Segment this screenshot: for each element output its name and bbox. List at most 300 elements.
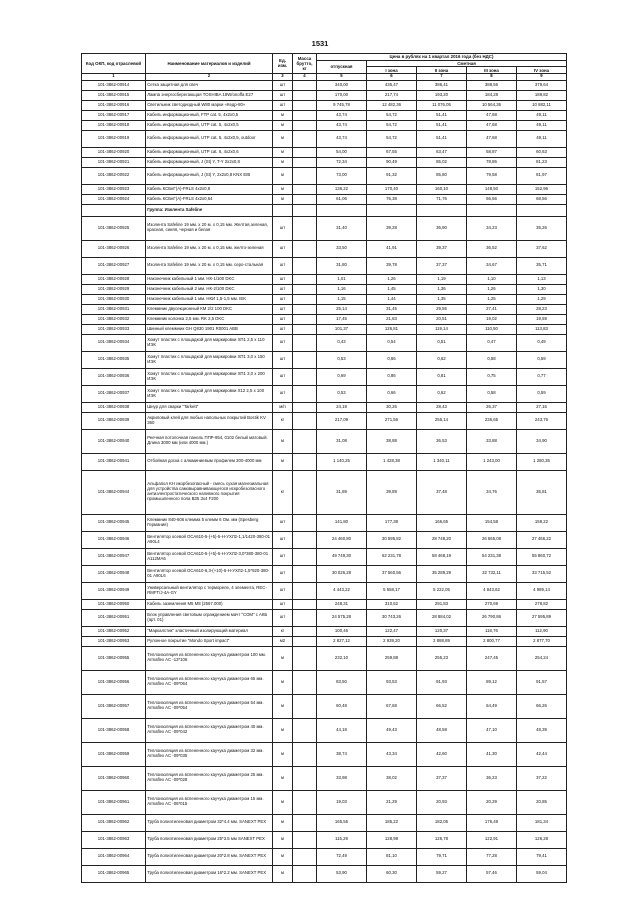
row-unit-cell: шт bbox=[273, 565, 293, 582]
row-zone-2-price-cell: 85,80 bbox=[417, 167, 467, 184]
table-row bbox=[82, 284, 567, 294]
row-zone-3-price-cell: 20,29 bbox=[467, 790, 517, 814]
row-code-cell: 101-3862-00916 bbox=[82, 100, 146, 110]
row-zone-3-price-cell: 89,12 bbox=[467, 670, 517, 694]
row-release-price-cell: 33,98 bbox=[317, 766, 367, 790]
row-zone-1-price-cell: 170,40 bbox=[367, 184, 417, 194]
row-name-cell: Труба полиэтиленовая диаметром 16*2.2 мм. SANEXT PEX bbox=[146, 865, 273, 882]
row-name-cell: Вентилятор осевой ОСА610-6,3-(+10)-5-Н-УХЛ2-1,5*920-380-01 А90L6 bbox=[146, 565, 273, 582]
row-zone-3-price-cell: 1,26 bbox=[467, 284, 517, 294]
row-zone-3-price-cell: 33,88 bbox=[467, 429, 517, 453]
table-row bbox=[82, 368, 567, 385]
row-name-cell: Универсальный вентилятор с термореле, 4 элемента, REC-RMFT/J-4A-GY bbox=[146, 582, 273, 599]
row-zone-1-price-cell: 1,26 bbox=[367, 274, 417, 284]
row-zone-1-price-cell: 21,83 bbox=[367, 314, 417, 324]
row-zone-1-price-cell: 39,28 bbox=[367, 216, 417, 240]
table-row bbox=[82, 80, 567, 90]
row-zone-1-price-cell: 217,74 bbox=[367, 90, 417, 100]
row-mass-cell bbox=[293, 694, 317, 718]
row-zone-3-price-cell: 47,10 bbox=[467, 718, 517, 742]
table-row bbox=[82, 646, 567, 670]
row-zone-2-price-cell: 0,62 bbox=[417, 385, 467, 402]
column-index: 8 bbox=[467, 73, 517, 80]
row-code-cell: 101-3862-00939 bbox=[82, 412, 146, 429]
row-code-cell: 101-3862-00963 bbox=[82, 831, 146, 848]
row-code-cell: 101-3862-00935 bbox=[82, 351, 146, 368]
row-name-cell: Кабель КСБнГ(А)-FRLS 4x2x0,8 bbox=[146, 184, 273, 194]
row-zone-2-price-cell: 291,83 bbox=[417, 599, 467, 609]
row-zone-2-price-cell: 386,41 bbox=[417, 80, 467, 90]
row-zone-3-price-cell: 41,30 bbox=[467, 742, 517, 766]
row-name-cell: Изолента Safeline 19 мм. x 20 м. x 0,15 мм. серо-стальная bbox=[146, 257, 273, 274]
column-index: 4 bbox=[293, 73, 317, 80]
row-release-price-cell: 9 745,78 bbox=[317, 100, 367, 110]
row-code-cell: 101-3862-00957 bbox=[82, 694, 146, 718]
row-zone-1-price-cell: 76,38 bbox=[367, 194, 417, 204]
row-release-price-cell: 72,34 bbox=[317, 157, 367, 167]
row-name-cell: Теплоизоляция из вспененного каучука диаметром 40 мм. Armaflex AC -09*042 bbox=[146, 718, 273, 742]
table-row bbox=[82, 412, 567, 429]
row-zone-3-price-cell: 64,49 bbox=[467, 694, 517, 718]
row-mass-cell bbox=[293, 80, 317, 90]
row-zone-2-price-cell: 1,19 bbox=[417, 274, 467, 284]
row-name-cell: Труба полиэтиленовая диаметром 32*4.4 мм. SANEXT PEX bbox=[146, 814, 273, 831]
row-release-price-cell: 19,03 bbox=[317, 790, 367, 814]
row-name-cell: Светильник светодиодный W80 марки «Кедр-80» bbox=[146, 100, 273, 110]
row-mass-cell bbox=[293, 204, 317, 216]
row-zone-2-price-cell: 59,27 bbox=[417, 865, 467, 882]
row-name-cell: Наконечник кабельный 1 мм. НК-1/100 DKC bbox=[146, 274, 273, 284]
row-mass-cell bbox=[293, 742, 317, 766]
row-name-cell: Труба полиэтиленовая диаметром 25*3.5 мм SANEXT PEX bbox=[146, 831, 273, 848]
row-release-price-cell: 73,00 bbox=[317, 167, 367, 184]
row-zone-1-price-cell: 271,56 bbox=[367, 412, 417, 429]
row-unit-cell: кг bbox=[273, 470, 293, 514]
column-index: 6 bbox=[367, 73, 417, 80]
row-zone-1-price-cell: 185,22 bbox=[367, 814, 417, 831]
header-estimate-price: Сметная bbox=[367, 60, 567, 67]
row-unit-cell: шт bbox=[273, 80, 293, 90]
row-zone-2-price-cell: 42,60 bbox=[417, 742, 467, 766]
row-unit-cell: м bbox=[273, 120, 293, 130]
row-zone-4-price-cell: 152,96 bbox=[517, 184, 567, 194]
table-row bbox=[82, 626, 567, 636]
row-name-cell: Блок управления световым ограждением мачт "СОМ" с АКБ (арт. 01) bbox=[146, 609, 273, 626]
row-zone-1-price-cell: 60,30 bbox=[367, 865, 417, 882]
row-code-cell: 101-3862-00920 bbox=[82, 147, 146, 157]
row-unit-cell: шт bbox=[273, 599, 293, 609]
row-code-cell: 101-3862-00949 bbox=[82, 582, 146, 599]
row-zone-4-price-cell: 49,11 bbox=[517, 110, 567, 120]
row-zone-4-price-cell: 33 715,52 bbox=[517, 565, 567, 582]
row-mass-cell bbox=[293, 636, 317, 646]
row-zone-2-price-cell: 255,23 bbox=[417, 646, 467, 670]
row-zone-3-price-cell bbox=[467, 204, 517, 216]
row-release-price-cell: 170,00 bbox=[317, 90, 367, 100]
table-row bbox=[82, 314, 567, 324]
row-name-cell: Теплоизоляция из вспененного каучука диаметром 32 мм. Armaflex AC -09*035 bbox=[146, 742, 273, 766]
row-zone-3-price-cell: 1,10 bbox=[467, 274, 517, 284]
row-unit-cell: м bbox=[273, 831, 293, 848]
row-zone-2-price-cell: 1,36 bbox=[417, 284, 467, 294]
row-mass-cell bbox=[293, 194, 317, 204]
row-zone-3-price-cell: 79,58 bbox=[467, 167, 517, 184]
row-zone-4-price-cell: 0,77 bbox=[517, 368, 567, 385]
row-zone-4-price-cell: 0,59 bbox=[517, 351, 567, 368]
table-row bbox=[82, 184, 567, 194]
row-zone-1-price-cell: 90,49 bbox=[367, 157, 417, 167]
row-zone-3-price-cell: 34,23 bbox=[467, 216, 517, 240]
table-row bbox=[82, 766, 567, 790]
table-row bbox=[82, 548, 567, 565]
row-release-price-cell: 1,15 bbox=[317, 294, 367, 304]
row-zone-4-price-cell: 4 989,14 bbox=[517, 582, 567, 599]
row-code-cell: 101-3862-00959 bbox=[82, 742, 146, 766]
row-mass-cell bbox=[293, 453, 317, 470]
row-zone-4-price-cell: 28,23 bbox=[517, 304, 567, 314]
table-row bbox=[82, 194, 567, 204]
row-mass-cell bbox=[293, 609, 317, 626]
row-zone-2-price-cell: 39,37 bbox=[417, 240, 467, 257]
row-zone-2-price-cell: 71,76 bbox=[417, 194, 467, 204]
row-unit-cell: м bbox=[273, 157, 293, 167]
table-row bbox=[82, 670, 567, 694]
row-zone-4-price-cell: 35,71 bbox=[517, 257, 567, 274]
row-zone-3-price-cell: 32 732,11 bbox=[467, 565, 517, 582]
row-code-cell: 101-3862-00932 bbox=[82, 314, 146, 324]
row-release-price-cell: 31,40 bbox=[317, 216, 367, 240]
row-code-cell: 101-3862-00947 bbox=[82, 548, 146, 565]
row-zone-3-price-cell: 122,91 bbox=[467, 831, 517, 848]
row-zone-3-price-cell: 26 790,86 bbox=[467, 609, 517, 626]
row-zone-2-price-cell: 51,41 bbox=[417, 130, 467, 147]
row-mass-cell bbox=[293, 766, 317, 790]
row-zone-3-price-cell: 27,41 bbox=[467, 304, 517, 314]
row-name-cell: Кабель информационный, FTP cat. 5, 4x2x0,5 bbox=[146, 110, 273, 120]
table-row bbox=[82, 582, 567, 599]
row-release-price-cell: 17,45 bbox=[317, 314, 367, 324]
row-release-price-cell bbox=[317, 204, 367, 216]
header-mass: Масса брутто, кг bbox=[293, 54, 317, 74]
row-name-cell: Наконечник кабельный 1 мм. НКИ 1,5-1,5 мм. IEK bbox=[146, 294, 273, 304]
row-unit-cell: м bbox=[273, 790, 293, 814]
row-unit-cell: м bbox=[273, 453, 293, 470]
row-unit-cell: шт bbox=[273, 294, 293, 304]
row-mass-cell bbox=[293, 582, 317, 599]
row-zone-2-price-cell: 51,41 bbox=[417, 120, 467, 130]
row-zone-4-price-cell: 113,83 bbox=[517, 324, 567, 334]
row-zone-1-price-cell: 39,78 bbox=[367, 257, 417, 274]
row-zone-4-price-cell: 19,59 bbox=[517, 314, 567, 324]
column-index: 3 bbox=[273, 73, 293, 80]
row-release-price-cell: 60,48 bbox=[317, 694, 367, 718]
row-name-cell: Вентилятор осевой ОСА610-5-(+5)-5-Н-УХЛ2-1,1/1420-380-01 А90L4 bbox=[146, 531, 273, 548]
column-index: 9 bbox=[517, 73, 567, 80]
row-zone-1-price-cell: 37 560,56 bbox=[367, 565, 417, 582]
row-unit-cell: шт bbox=[273, 531, 293, 548]
table-row bbox=[82, 110, 567, 120]
row-zone-4-price-cell: 34,90 bbox=[517, 429, 567, 453]
row-zone-2-price-cell: 2 888,89 bbox=[417, 636, 467, 646]
row-code-cell: 101-3862-00955 bbox=[82, 646, 146, 670]
row-release-price-cell: 165,55 bbox=[317, 814, 367, 831]
row-unit-cell: шт bbox=[273, 257, 293, 274]
row-zone-3-price-cell: 0,75 bbox=[467, 368, 517, 385]
row-code-cell: 101-3862-00950 bbox=[82, 599, 146, 609]
row-zone-3-price-cell: 176,49 bbox=[467, 814, 517, 831]
row-zone-4-price-cell: 27 595,89 bbox=[517, 609, 567, 626]
row-code-cell: 101-3862-00958 bbox=[82, 718, 146, 742]
row-unit-cell: шт bbox=[273, 274, 293, 284]
table-row bbox=[82, 240, 567, 257]
table-row bbox=[82, 790, 567, 814]
row-zone-3-price-cell: 78,86 bbox=[467, 157, 517, 167]
table-row bbox=[82, 294, 567, 304]
row-unit-cell: шт bbox=[273, 324, 293, 334]
row-mass-cell bbox=[293, 565, 317, 582]
table-row bbox=[82, 565, 567, 582]
row-code-cell: 101-3862-00931 bbox=[82, 304, 146, 314]
row-code-cell: 101-3862-00927 bbox=[82, 257, 146, 274]
row-zone-2-price-cell: 255,14 bbox=[417, 412, 467, 429]
row-unit-cell: шт bbox=[273, 514, 293, 531]
row-release-price-cell: 53,90 bbox=[317, 865, 367, 882]
row-name-cell: Акриловый клей для любых напольных покрытий Bostik KV 360 bbox=[146, 412, 273, 429]
row-zone-4-price-cell: 81,23 bbox=[517, 157, 567, 167]
row-zone-2-price-cell: 126,78 bbox=[417, 831, 467, 848]
row-zone-2-price-cell: 51,41 bbox=[417, 110, 467, 120]
row-zone-1-price-cell: 128,98 bbox=[367, 831, 417, 848]
row-zone-4-price-cell: 1,13 bbox=[517, 274, 567, 284]
row-release-price-cell: 115,29 bbox=[317, 831, 367, 848]
row-zone-3-price-cell: 77,28 bbox=[467, 848, 517, 865]
row-release-price-cell: 24 575,28 bbox=[317, 609, 367, 626]
row-release-price-cell: 0,53 bbox=[317, 385, 367, 402]
row-name-cell: Группа: Изолента Safeline bbox=[146, 204, 273, 216]
row-name-cell: Клеммник колонка 2,5 мм. RK 2,5 DKC bbox=[146, 314, 273, 324]
row-release-price-cell: 33,50 bbox=[317, 240, 367, 257]
row-zone-1-price-cell: 43,34 bbox=[367, 742, 417, 766]
row-zone-2-price-cell: 193,20 bbox=[417, 90, 467, 100]
row-name-cell: Кабель информационный, J (St) Y, 2x2x0,8 KNX EIB bbox=[146, 167, 273, 184]
row-zone-3-price-cell: 4 843,62 bbox=[467, 582, 517, 599]
row-zone-3-price-cell: 36,52 bbox=[467, 240, 517, 257]
row-zone-4-price-cell: 112,90 bbox=[517, 626, 567, 636]
row-release-price-cell: 1,01 bbox=[317, 274, 367, 284]
row-name-cell: Теплоизоляция из вспененного каучука диаметром 65 мм. Armaflex AC -09*064 bbox=[146, 670, 273, 694]
column-index: 7 bbox=[417, 73, 467, 80]
row-code-cell: 101-3862-00934 bbox=[82, 334, 146, 351]
table-row bbox=[82, 636, 567, 646]
row-code-cell: 101-3862-00925 bbox=[82, 216, 146, 240]
table-row bbox=[82, 167, 567, 184]
header-zone-4: IV зона bbox=[517, 67, 567, 74]
row-release-price-cell: 30 026,28 bbox=[317, 565, 367, 582]
row-zone-3-price-cell: 58,87 bbox=[467, 147, 517, 157]
table-row bbox=[82, 120, 567, 130]
row-zone-4-price-cell: 27,16 bbox=[517, 402, 567, 412]
row-release-price-cell: 2 827,12 bbox=[317, 636, 367, 646]
row-name-cell: Альфапол KH икорбезопасный - смесь сухая магнезиальная для устройства самовыравнивающегося искробезопасного антиэлектростатического наливного покрытия промышленного пола ВЗ5 3x4 F200 bbox=[146, 470, 273, 514]
table-row bbox=[82, 257, 567, 274]
row-zone-1-price-cell: 38,88 bbox=[367, 429, 417, 453]
row-zone-3-price-cell: 47,68 bbox=[467, 130, 517, 147]
row-zone-2-price-cell: 28 748,20 bbox=[417, 531, 467, 548]
row-zone-3-price-cell: 34,76 bbox=[467, 470, 517, 514]
row-zone-2-price-cell: 37,48 bbox=[417, 470, 467, 514]
row-code-cell: 101-3862-00928 bbox=[82, 274, 146, 284]
row-code-cell: 101-3862-00915 bbox=[82, 90, 146, 100]
row-zone-4-price-cell: 0,49 bbox=[517, 334, 567, 351]
row-zone-2-price-cell: 0,62 bbox=[417, 351, 467, 368]
table-row bbox=[82, 531, 567, 548]
row-zone-1-price-cell: 1 428,38 bbox=[367, 453, 417, 470]
row-unit-cell: м bbox=[273, 718, 293, 742]
row-code-cell: 101-3862-00917 bbox=[82, 110, 146, 120]
row-unit-cell: м bbox=[273, 694, 293, 718]
row-zone-4-price-cell: 126,28 bbox=[517, 831, 567, 848]
row-zone-1-price-cell: 310,62 bbox=[367, 599, 417, 609]
row-mass-cell bbox=[293, 147, 317, 157]
row-zone-2-price-cell: 58 468,19 bbox=[417, 548, 467, 565]
row-zone-1-price-cell: 177,38 bbox=[367, 514, 417, 531]
row-mass-cell bbox=[293, 351, 317, 368]
row-code-cell: 101-3862-00960 bbox=[82, 766, 146, 790]
row-release-price-cell: 101,37 bbox=[317, 324, 367, 334]
row-name-cell: Теплоизоляция из вспененного каучука диаметром 25 мм. Armaflex AC -09*028 bbox=[146, 766, 273, 790]
row-unit-cell: м bbox=[273, 130, 293, 147]
row-unit-cell: м bbox=[273, 147, 293, 157]
row-mass-cell bbox=[293, 670, 317, 694]
row-unit-cell: шт bbox=[273, 314, 293, 324]
row-zone-2-price-cell: 91,93 bbox=[417, 670, 467, 694]
row-code-cell: 101-3862-00965 bbox=[82, 865, 146, 882]
row-zone-3-price-cell: 247,45 bbox=[467, 646, 517, 670]
row-zone-2-price-cell: 48,58 bbox=[417, 718, 467, 742]
row-name-cell: Теплоизоляция из вспененного каучука диаметром 54 мм. Armaflex AC -09*054 bbox=[146, 694, 273, 718]
row-zone-3-price-cell: 388,56 bbox=[467, 80, 517, 90]
table-row bbox=[82, 514, 567, 531]
row-code-cell: 101-3862-00936 bbox=[82, 368, 146, 385]
row-zone-2-price-cell: 63,47 bbox=[417, 147, 467, 157]
row-release-price-cell: 136,22 bbox=[317, 184, 367, 194]
table-row bbox=[82, 831, 567, 848]
row-code-cell: 101-3862-00926 bbox=[82, 240, 146, 257]
row-name-cell: Лампа энергосберегающая TOSHIBA 18W/onoffa E27 bbox=[146, 90, 273, 100]
table-row bbox=[82, 599, 567, 609]
row-mass-cell bbox=[293, 718, 317, 742]
row-name-cell: Реечная потолочная панель ППР-954, 0102 белый матовый. Длина 3000 мм (или 4000 мм.) bbox=[146, 429, 273, 453]
header-zone-2: II зона bbox=[417, 67, 467, 74]
row-mass-cell bbox=[293, 157, 317, 167]
row-release-price-cell: 1,16 bbox=[317, 284, 367, 294]
row-name-cell: Вентилятор осевой ОСА610-5-(+5)-5-Н-УХЛ2-3,0*380-380-01 А112МА6 bbox=[146, 548, 273, 565]
row-name-cell: Кабель информационный, UTP cat. 5, 4x2x0,5, outdoor bbox=[146, 130, 273, 147]
row-mass-cell bbox=[293, 814, 317, 831]
row-zone-4-price-cell: 79,41 bbox=[517, 848, 567, 865]
price-table bbox=[81, 53, 567, 883]
row-zone-1-price-cell: 31,45 bbox=[367, 304, 417, 314]
row-name-cell: Кабель информационный, J (St) Y, T-Y 2x2x0,8 bbox=[146, 157, 273, 167]
row-unit-cell: шт bbox=[273, 240, 293, 257]
row-release-price-cell: 38,74 bbox=[317, 742, 367, 766]
row-mass-cell bbox=[293, 848, 317, 865]
table-row bbox=[82, 90, 567, 100]
table-body bbox=[82, 80, 567, 882]
row-name-cell: Рулонное покрытие "Mondo Sport impact" bbox=[146, 636, 273, 646]
row-zone-3-price-cell: 54 231,38 bbox=[467, 548, 517, 565]
row-zone-2-price-cell: 20,93 bbox=[417, 790, 467, 814]
row-code-cell: 101-3862-00918 bbox=[82, 120, 146, 130]
row-zone-2-price-cell: 36,90 bbox=[417, 216, 467, 240]
row-zone-1-price-cell: 41,91 bbox=[367, 240, 417, 257]
table-row bbox=[82, 402, 567, 412]
row-mass-cell bbox=[293, 402, 317, 412]
row-mass-cell bbox=[293, 284, 317, 294]
row-zone-1-price-cell: 1,44 bbox=[367, 294, 417, 304]
table-row bbox=[82, 351, 567, 368]
row-mass-cell bbox=[293, 646, 317, 670]
row-mass-cell bbox=[293, 130, 317, 147]
row-zone-3-price-cell: 10 564,36 bbox=[467, 100, 517, 110]
row-code-cell: 101-3862-00941 bbox=[82, 453, 146, 470]
row-mass-cell bbox=[293, 110, 317, 120]
row-zone-2-price-cell: 28 884,02 bbox=[417, 609, 467, 626]
row-zone-2-price-cell: 0,51 bbox=[417, 334, 467, 351]
row-mass-cell bbox=[293, 167, 317, 184]
row-code-cell: 101-3862-00952 bbox=[82, 626, 146, 636]
row-mass-cell bbox=[293, 120, 317, 130]
row-unit-cell: м bbox=[273, 742, 293, 766]
row-zone-4-price-cell bbox=[517, 204, 567, 216]
row-zone-2-price-cell bbox=[417, 204, 467, 216]
row-zone-4-price-cell: 48,39 bbox=[517, 718, 567, 742]
table-row bbox=[82, 274, 567, 284]
row-code-cell: 101-3862-00923 bbox=[82, 184, 146, 194]
table-row bbox=[82, 694, 567, 718]
row-zone-1-price-cell: 62 231,78 bbox=[367, 548, 417, 565]
row-zone-3-price-cell: 148,50 bbox=[467, 184, 517, 194]
row-zone-4-price-cell: 278,82 bbox=[517, 599, 567, 609]
row-zone-4-price-cell: 181,34 bbox=[517, 814, 567, 831]
row-release-price-cell: 83,50 bbox=[317, 670, 367, 694]
row-mass-cell bbox=[293, 865, 317, 882]
row-zone-2-price-cell: 66,52 bbox=[417, 694, 467, 718]
row-code-cell: 101-3862-00940 bbox=[82, 429, 146, 453]
row-mass-cell bbox=[293, 304, 317, 314]
row-mass-cell bbox=[293, 599, 317, 609]
row-zone-4-price-cell: 20,85 bbox=[517, 790, 567, 814]
row-release-price-cell: 44,18 bbox=[317, 718, 367, 742]
row-unit-cell: шт bbox=[273, 304, 293, 314]
row-name-cell: Клеммник 840-606 клемма 5 клемм 6 Ом. мм (Spesberg Германия) bbox=[146, 514, 273, 531]
table-row bbox=[82, 814, 567, 831]
row-release-price-cell: 100,46 bbox=[317, 626, 367, 636]
row-zone-2-price-cell: 5 222,05 bbox=[417, 582, 467, 599]
row-release-price-cell: 24,19 bbox=[317, 402, 367, 412]
row-zone-3-price-cell: 0,58 bbox=[467, 385, 517, 402]
row-zone-3-price-cell: 47,68 bbox=[467, 110, 517, 120]
row-unit-cell: м bbox=[273, 848, 293, 865]
row-release-price-cell: 24 460,80 bbox=[317, 531, 367, 548]
row-mass-cell bbox=[293, 831, 317, 848]
row-name-cell: Изолента Safeline 19 мм. x 20 м. x 0,15 мм. Желтая,зеленая, красная, синяя, черная и белая bbox=[146, 216, 273, 240]
row-zone-2-price-cell: 160,10 bbox=[417, 184, 467, 194]
row-zone-4-price-cell: 379,64 bbox=[517, 80, 567, 90]
header-name: Наименование материалов и изделий bbox=[146, 54, 273, 74]
row-release-price-cell: 340,00 bbox=[317, 80, 367, 90]
row-zone-1-price-cell: 126,81 bbox=[367, 324, 417, 334]
